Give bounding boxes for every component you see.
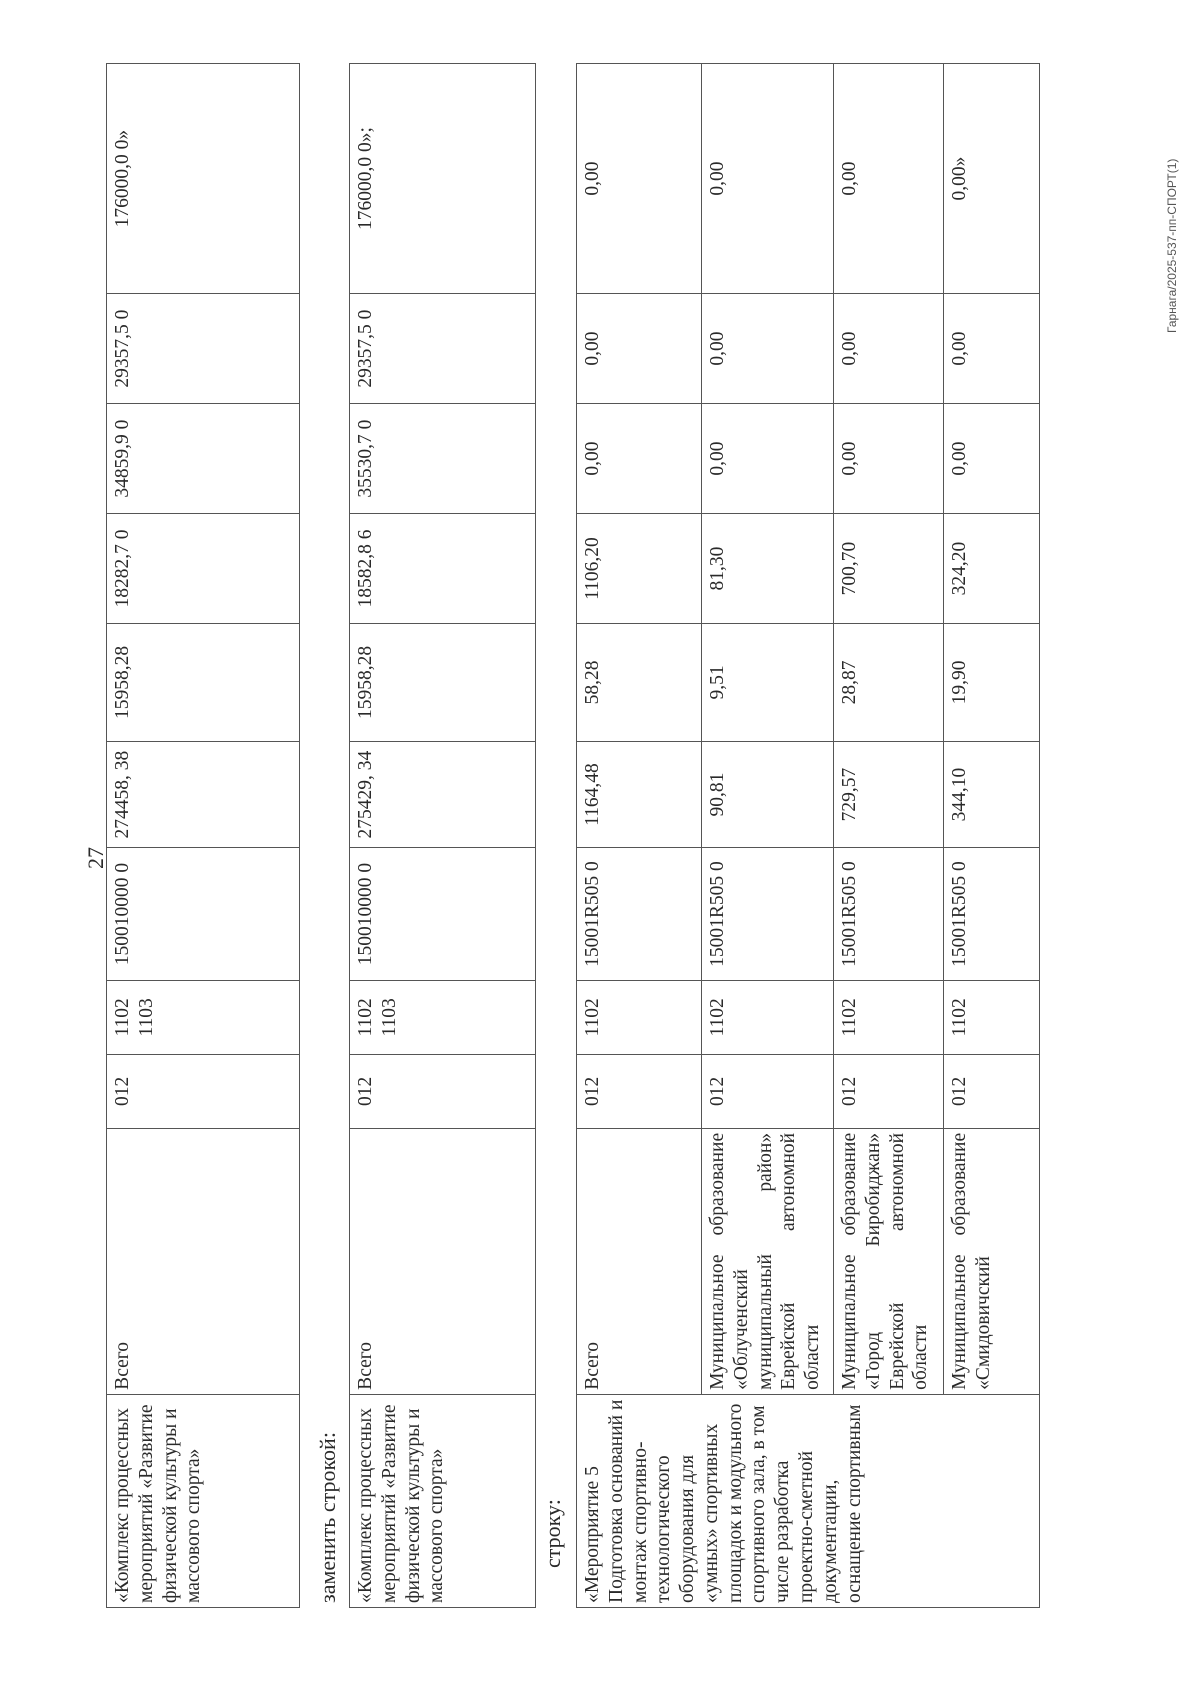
year-2026-cell: 34859,9 0 [107, 404, 300, 514]
year-2027-cell: 0,00 [577, 294, 702, 404]
section-cell: 1102 [702, 980, 834, 1054]
table-row [702, 64, 834, 1608]
grbs-cell: 012 [834, 1054, 944, 1128]
year-2027-cell: 0,00 [702, 294, 834, 404]
document-code: Гарнага/2025-537-пп-СПОРТ(1) [1165, 158, 1179, 333]
year-2028-cell: 176000,0 0» [107, 64, 300, 294]
total-cell: 344,10 [944, 741, 1040, 848]
year-2025-cell: 324,20 [944, 514, 1040, 624]
year-2028-cell: 0,00» [944, 64, 1040, 294]
total-cell: 90,81 [702, 741, 834, 848]
year-2025-cell: 81,30 [702, 514, 834, 624]
grbs-cell: 012 [350, 1054, 536, 1128]
target-article-cell: 15001R505 0 [944, 848, 1040, 980]
year-2028-cell: 176000,0 0»; [350, 64, 536, 294]
target-article-cell: 150010000 0 [107, 848, 300, 980]
section-cell: 1102 1103 [107, 980, 300, 1054]
grbs-cell: 012 [107, 1054, 300, 1128]
table-row [834, 64, 944, 1608]
year-2026-cell: 35530,7 0 [350, 404, 536, 514]
funding-source-cell: Всего [577, 1128, 702, 1394]
year-2028-cell: 0,00 [577, 64, 702, 294]
year-2024-cell: 9,51 [702, 623, 834, 741]
table-event-rows [576, 63, 1040, 1608]
year-2026-cell: 0,00 [702, 404, 834, 514]
funding-source-cell: Муниципальное образование «Облученский муниципальный район» Еврейской автономной области [702, 1128, 834, 1394]
funding-source-cell: Всего [350, 1128, 536, 1394]
funding-source-cell: Муниципальное образование «Смидовичский [944, 1128, 1040, 1394]
table-original-row [106, 63, 300, 1608]
year-2024-cell: 15958,28 [107, 623, 300, 741]
year-2027-cell: 0,00 [834, 294, 944, 404]
section-cell: 1102 [944, 980, 1040, 1054]
year-2027-cell: 29357,5 0 [350, 294, 536, 404]
total-cell: 275429, 34 [350, 741, 536, 848]
year-2028-cell: 0,00 [702, 64, 834, 294]
target-article-cell: 15001R505 0 [577, 848, 702, 980]
section-cell: 1102 1103 [350, 980, 536, 1054]
year-2026-cell: 0,00 [834, 404, 944, 514]
year-2027-cell: 0,00 [944, 294, 1040, 404]
table-row [944, 64, 1040, 1608]
grbs-cell: 012 [577, 1054, 702, 1128]
section-cell: 1102 [834, 980, 944, 1054]
measure-name-cell: «Мероприятие 5 Подготовка оснований и монтаж спортивно-технологического оборудования для «умных» спортивных площадок и модульного спортивного зала, в том числе разработка проектно-сметной документации, оснащение спортивным [577, 1394, 1040, 1607]
table-row [577, 64, 702, 1608]
row-caption: строку: [540, 1499, 565, 1568]
year-2026-cell: 0,00 [944, 404, 1040, 514]
section-cell: 1102 [577, 980, 702, 1054]
year-2025-cell: 700,70 [834, 514, 944, 624]
year-2027-cell: 29357,5 0 [107, 294, 300, 404]
table-replacement-row [349, 63, 536, 1608]
measure-name-cell: «Комплекс процессных мероприятий «Развитие физической культуры и массового спорта» [350, 1394, 536, 1607]
table-row [107, 64, 300, 1608]
year-2025-cell: 18282,7 0 [107, 514, 300, 624]
year-2028-cell: 0,00 [834, 64, 944, 294]
year-2025-cell: 1106,20 [577, 514, 702, 624]
target-article-cell: 15001R505 0 [702, 848, 834, 980]
funding-source-cell: Муниципальное образование «Город Биробиджан» Еврейской автономной области [834, 1128, 944, 1394]
replace-caption: заменить строкой: [315, 1432, 340, 1603]
measure-name-cell: «Комплекс процессных мероприятий «Развитие физической культуры и массового спорта» [107, 1394, 300, 1607]
total-cell: 274458, 38 [107, 741, 300, 848]
year-2024-cell: 58,28 [577, 623, 702, 741]
year-2026-cell: 0,00 [577, 404, 702, 514]
grbs-cell: 012 [702, 1054, 834, 1128]
target-article-cell: 150010000 0 [350, 848, 536, 980]
year-2025-cell: 18582,8 6 [350, 514, 536, 624]
target-article-cell: 15001R505 0 [834, 848, 944, 980]
year-2024-cell: 15958,28 [350, 623, 536, 741]
total-cell: 1164,48 [577, 741, 702, 848]
funding-source-cell: Всего [107, 1128, 300, 1394]
year-2024-cell: 19,90 [944, 623, 1040, 741]
grbs-cell: 012 [944, 1054, 1040, 1128]
total-cell: 729,57 [834, 741, 944, 848]
year-2024-cell: 28,87 [834, 623, 944, 741]
table-row [350, 64, 536, 1608]
page-number: 27 [83, 847, 108, 869]
